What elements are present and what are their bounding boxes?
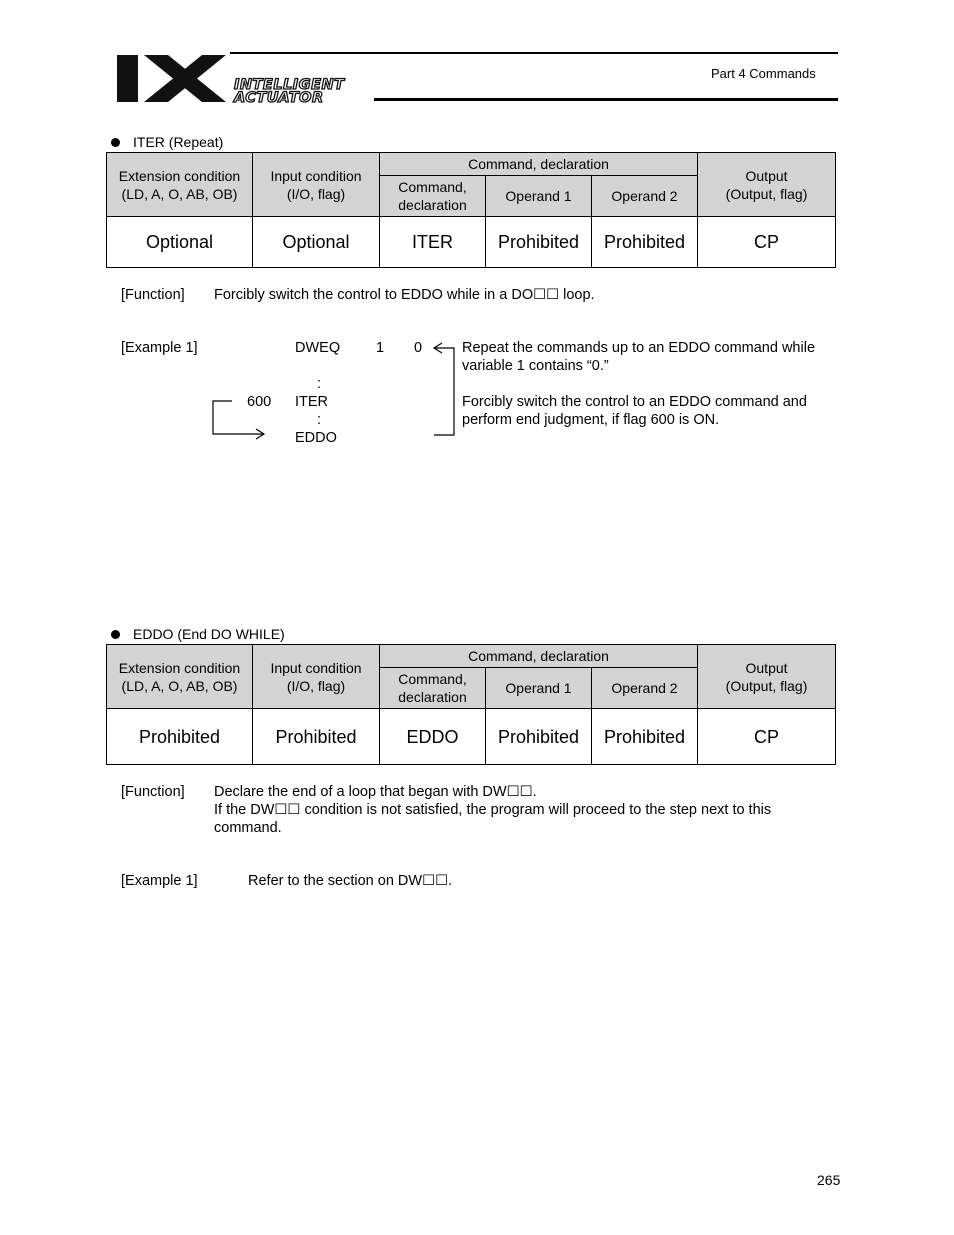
ix-logo-mark	[116, 52, 231, 104]
iter-note-1: Repeat the commands up to an EDDO command while variable 1 contains “0.”	[462, 340, 816, 374]
cell-operand2: Prohibited	[592, 217, 698, 268]
iter-function-label: [Function]	[121, 287, 185, 303]
cell-input: Optional	[253, 217, 380, 268]
cell-output: CP	[698, 217, 836, 268]
code-flag-600: 600	[247, 394, 272, 410]
header-output: Output (Output, flag)	[698, 645, 836, 709]
iter-heading-text: ITER (Repeat)	[133, 134, 224, 150]
header-operand1: Operand 1	[486, 176, 592, 217]
cell-command: ITER	[380, 217, 486, 268]
page-number: 265	[817, 1172, 841, 1188]
iter-command-table	[106, 152, 836, 268]
header-rule-top	[230, 52, 838, 54]
cell-operand1: Prohibited	[486, 217, 592, 268]
eddo-heading-text: EDDO (End DO WHILE)	[133, 626, 285, 642]
cell-operand2: Prohibited	[592, 709, 698, 765]
bullet-icon	[111, 630, 120, 639]
cell-extension: Optional	[107, 217, 253, 268]
eddo-command-table	[106, 644, 836, 765]
bullet-icon	[111, 138, 120, 147]
cell-extension: Prohibited	[107, 709, 253, 765]
cell-command: EDDO	[380, 709, 486, 765]
company-logo	[116, 52, 396, 104]
eddo-heading	[111, 626, 285, 642]
header-input-condition: Input condition (I/O, flag)	[253, 645, 380, 709]
eddo-function-label: [Function]	[121, 784, 185, 800]
iter-example-label: [Example 1]	[121, 340, 198, 356]
eddo-function-text: Declare the end of a loop that began with DW☐☐. If the DW☐☐ condition is not satisfied, the program will proceed to the step next to this command.	[214, 784, 772, 836]
eddo-example-text: Refer to the section on DW☐☐.	[248, 873, 453, 889]
header-command: Command, declaration	[380, 176, 486, 217]
cell-operand1: Prohibited	[486, 709, 592, 765]
header-rule-bottom	[374, 98, 838, 101]
logo-text-intelligent: INTELLIGENT	[234, 77, 345, 93]
header-operand2: Operand 2	[592, 668, 698, 709]
cell-input: Prohibited	[253, 709, 380, 765]
header-output: Output (Output, flag)	[698, 153, 836, 217]
header-extension-condition: Extension condition (LD, A, O, AB, OB)	[107, 153, 253, 217]
code-colon-1: :	[317, 376, 322, 392]
iter-heading	[111, 134, 223, 150]
header-command: Command, declaration	[380, 668, 486, 709]
code-colon-2: :	[317, 412, 322, 428]
iter-function-text: Forcibly switch the control to EDDO while in a DO☐☐ loop.	[214, 287, 595, 303]
header-command-group: Command, declaration	[380, 153, 698, 176]
iter-note-2: Forcibly switch the control to an EDDO command and perform end judgment, if flag 600 is ON.	[462, 394, 807, 428]
code-eddo: EDDO	[295, 430, 337, 446]
header-input-condition: Input condition (I/O, flag)	[253, 153, 380, 217]
header-operand1: Operand 1	[486, 668, 592, 709]
code-dweq: DWEQ	[295, 340, 341, 356]
logo-text-actuator: ACTUATOR	[234, 90, 324, 106]
loop-bracket-arrows	[205, 340, 465, 450]
cell-output: CP	[698, 709, 836, 765]
code-operand2: 0	[414, 340, 423, 356]
eddo-example-label: [Example 1]	[121, 873, 198, 889]
header-command-group: Command, declaration	[380, 645, 698, 668]
header-extension-condition: Extension condition (LD, A, O, AB, OB)	[107, 645, 253, 709]
section-label: Part 4 Commands	[711, 66, 816, 81]
code-iter: ITER	[295, 394, 329, 410]
header-operand2: Operand 2	[592, 176, 698, 217]
code-operand1: 1	[376, 340, 385, 356]
